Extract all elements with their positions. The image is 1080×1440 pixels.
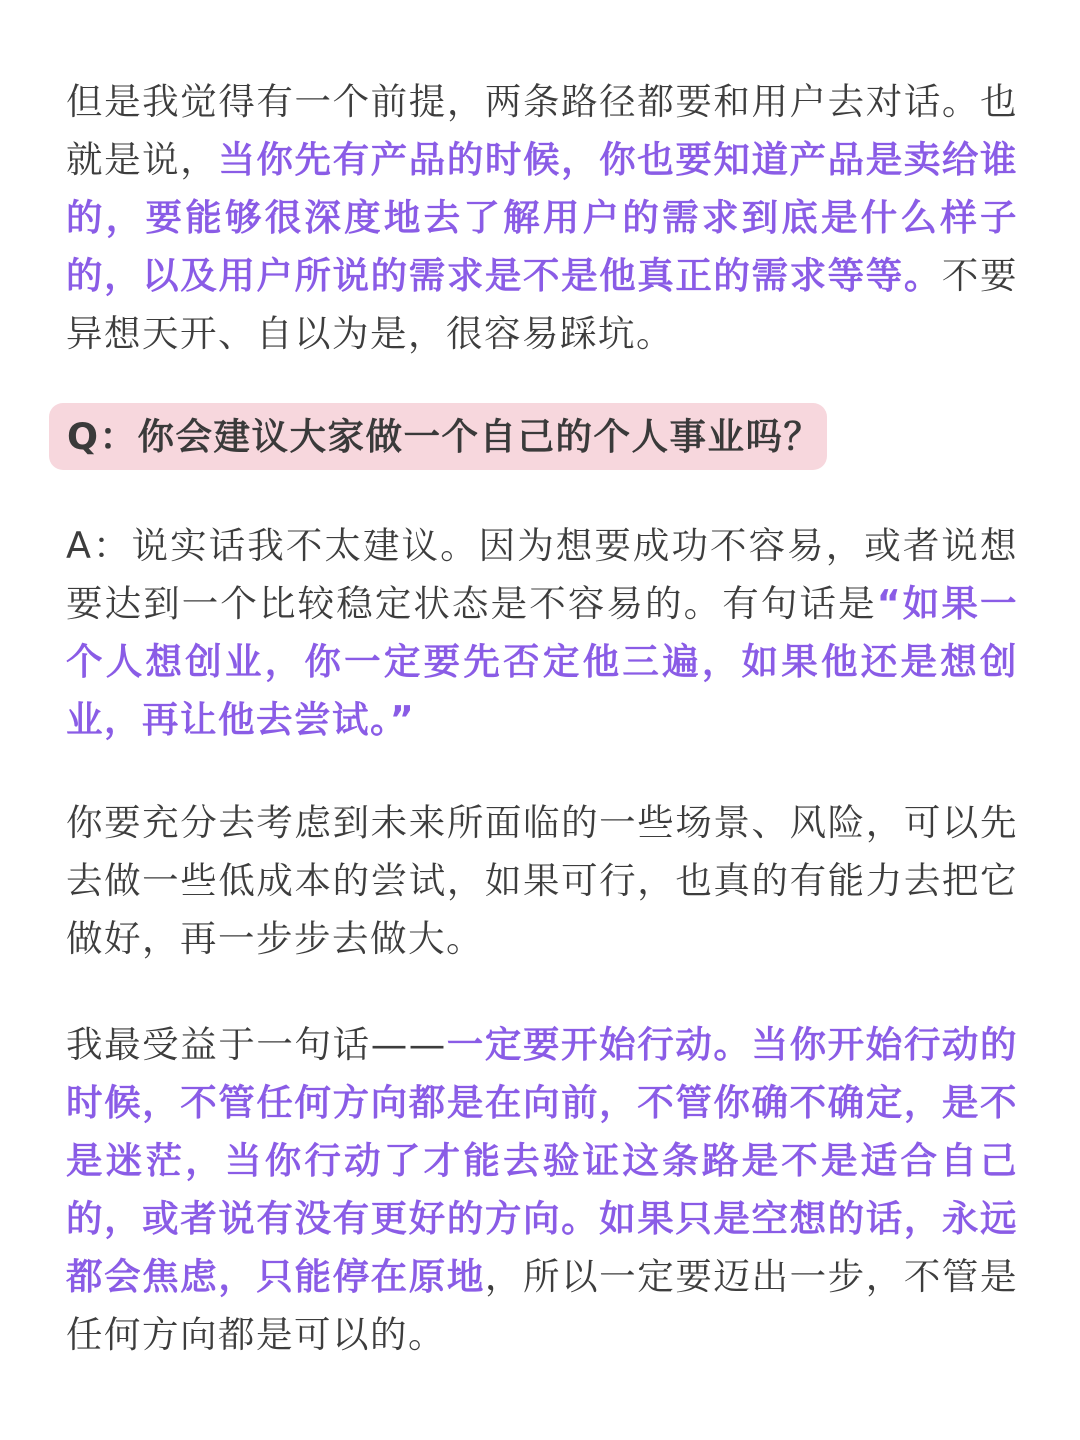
paragraph-user-dialogue: [66, 73, 1018, 363]
highlighted-text: 一定要开始行动。当你开始行动的时候，不管任何方向都是在向前，不管你确不确定，是不是迷茫，当你行动了才能去验证这条路是不是适合自己的，或者说有没有更好的方向。如果只是空想的话，永远都会焦虑，只能停在原地: [66, 1023, 1019, 1298]
paragraph-text: 不要异想天开、自以为是，很容易踩坑。: [66, 254, 1019, 355]
paragraph-answer: [66, 517, 1018, 749]
question-banner: [49, 403, 827, 470]
paragraph-consider-risks: [66, 794, 1018, 968]
paragraph-text: 你要充分去考虑到未来所面临的一些场景、风险，可以先去做一些低成本的尝试，如果可行，也真的有能力去把它做好，再一步步去做大。: [66, 801, 1018, 960]
question-text: Q：你会建议大家做一个自己的个人事业吗？: [67, 415, 822, 458]
paragraph-take-action: [66, 1016, 1018, 1364]
paragraph-text: ，所以一定要迈出一步，不管是任何方向都是可以的。: [66, 1255, 1019, 1356]
highlighted-text: 当你先有产品的时候，你也要知道产品是卖给谁的，要能够很深度地去了解用户的需求到底是什么样子的，以及用户所说的需求是不是他真正的需求等等。: [66, 138, 1019, 297]
paragraph-text: A：说实话我不太建议。因为想要成功不容易，或者说想要达到一个比较稳定状态是不容易的。有句话是: [66, 524, 1018, 625]
highlighted-quote: “如果一个人想创业，你一定要先否定他三遍，如果他还是想创业，再让他去尝试。”: [66, 582, 1018, 741]
paragraph-text: 我最受益于一句话——: [66, 1023, 447, 1066]
paragraph-text: 但是我觉得有一个前提，两条路径都要和用户去对话。也就是说，: [66, 80, 1018, 181]
